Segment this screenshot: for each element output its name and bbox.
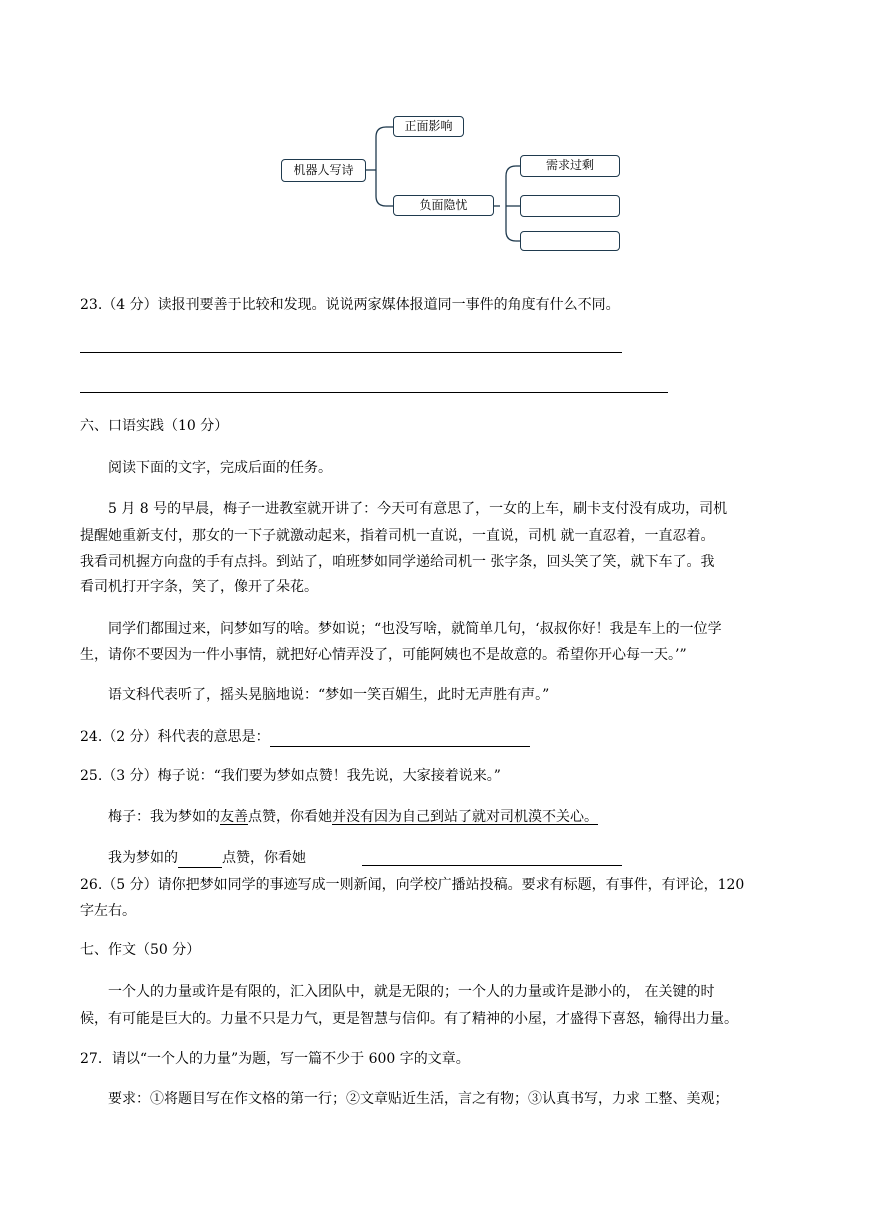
story-para-1-line-1: 5 月 8 号的早晨，梅子一进教室就开讲了：今天可有意思了，一女的上车，刷卡支付没有成功，司机 [108, 501, 728, 517]
answer-blank-24[interactable] [270, 728, 530, 747]
example-part-c: 点赞，你看她 [248, 809, 332, 825]
story-para-2-line-1: 同学们都围过来，问梦如写的啥。梦如说；“也没写啥，就简单几句，‘叔叔你好！我是车上的一位学 [108, 621, 722, 637]
question-27: 27．请以“一个人的力量”为题，写一篇不少于 600 字的文章。 [80, 1051, 470, 1067]
section-6-heading: 六、口语实践（10 分） [80, 418, 229, 434]
answer-line-25-reason[interactable] [362, 865, 622, 866]
mind-map-positive: 正面影响 [393, 116, 464, 137]
section-6-intro: 阅读下面的文字，完成后面的任务。 [108, 460, 332, 476]
fill-part-a: 我为梦如的 [108, 850, 178, 866]
mind-map-diagram [0, 0, 869, 270]
question-26-line-1: 26.（5 分）请你把梦如同学的事迹写成一则新闻，向学校广播站投稿。要求有标题，有事件，有评论，120 [80, 877, 745, 893]
example-underlined-trait: 友善 [220, 809, 248, 825]
question-23: 23.（4 分）读报刊要善于比较和发现。说说两家媒体报道同一事件的角度有什么不同。 [80, 297, 620, 313]
question-24 [80, 728, 530, 747]
essay-prompt-line-1: 一个人的力量或许是有限的，汇入团队中，就是无限的；一个人的力量或许是渺小的， 在关键的时 [108, 984, 715, 1000]
question-25-example [108, 808, 598, 826]
question-25-fill [108, 849, 306, 868]
fill-part-b: 点赞，你看她 [222, 850, 306, 866]
section-7-heading: 七、作文（50 分） [80, 942, 201, 958]
answer-line-23-2[interactable] [80, 392, 668, 393]
story-para-3: 语文科代表听了，摇头晃脑地说：“梦如一笑百媚生，此时无声胜有声。” [108, 687, 550, 703]
mind-map-negative: 负面隐忧 [393, 195, 494, 216]
answer-blank-25-trait[interactable] [178, 849, 222, 868]
story-para-1-line-3: 我看司机握方向盘的手有点抖。到站了，咱班梦如同学递给司机一 张字条，回头笑了笑，就下车了。我 [80, 554, 715, 570]
mind-map-leaf-3 [520, 231, 620, 251]
example-underlined-reason: 并没有因为自己到站了就对司机漠不关心。 [332, 809, 598, 825]
mind-map-leaf-1: 需求过剩 [520, 155, 620, 177]
answer-line-23-1[interactable] [80, 352, 622, 353]
mind-map-root: 机器人写诗 [281, 159, 366, 182]
example-part-a: 梅子：我为梦如的 [108, 809, 220, 825]
question-26-line-2: 字左右。 [80, 903, 136, 919]
question-24-text: 24.（2 分）科代表的意思是： [80, 729, 270, 745]
essay-prompt-line-2: 候，有可能是巨大的。力量不只是力气，更是智慧与信仰。有了精神的小屋，才盛得下喜怒，输得出力量。 [80, 1011, 738, 1027]
question-25: 25.（3 分）梅子说：“我们要为梦如点赞！我先说，大家接着说来。” [80, 768, 501, 784]
essay-requirements: 要求：①将题目写在作文格的第一行；②文章贴近生活，言之有物；③认真书写，力求 工整、美观； [108, 1091, 729, 1107]
story-para-1-line-2: 提醒她重新支付，那女的一下子就激动起来，指着司机一直说，一直说，司机 就一直忍着，一直忍着。 [80, 528, 715, 544]
mind-map-leaf-2 [520, 195, 620, 217]
story-para-1-line-4: 看司机打开字条，笑了，像开了朵花。 [80, 579, 318, 595]
story-para-2-line-2: 生，请你不要因为一件小事情，就把好心情弄没了，可能阿姨也不是故意的。希望你开心每一天。’” [80, 647, 687, 663]
